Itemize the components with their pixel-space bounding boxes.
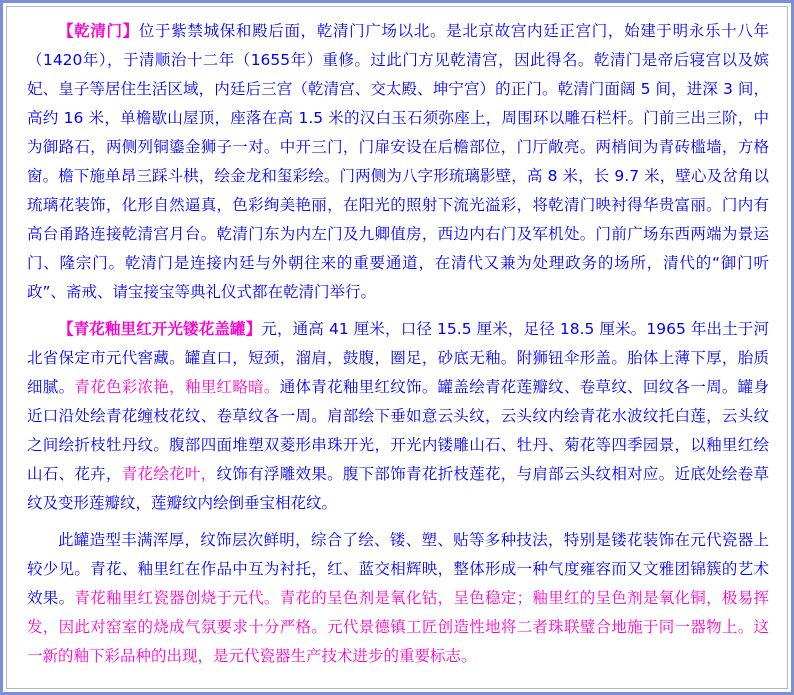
craft-body-highlight-1: 青花釉里红瓷器创烧于元代。青花的呈色剂是氧化钴，呈色稳定；釉里红的呈色剂是氧化铜，极易挥发，因此对窑室的烧成气氛要求十分严格。元代景德镇工匠创造性地将二者珠联璧合地施于同一器物上。这一新的釉下彩品种的出现，是元代瓷器生产技术进步的重要标志。 [27,589,769,665]
entry-body-part-1: 元，通高 41 厘米，口径 15.5 厘米，足径 18.5 厘米。1965 年出土于河北省保定市元代窖藏。罐直口，短颈，溜肩，鼓腹，圈足，砂底无釉。附狮钮伞形盖。胎体上薄下厚，胎质细腻。 [27,320,769,396]
paragraph-qianqingmen [27,17,769,307]
entry-body-part-3: 纹饰有浮雕效果。腹下部饰青花折枝莲花，与肩部云头纹相对应。近底处绘卷草纹及变形莲瓣纹，莲瓣纹内绘倒垂宝相花纹。 [27,465,769,512]
craft-body-part-1: 此罐造型丰满浑厚，纹饰层次鲜明，综合了绘、镂、塑、贴等多种技法，特别是镂花装饰在元代瓷器上较少见。青花、釉里红在作品中互为衬托，红、蓝交相辉映，整体形成一种气度雍容而又文雅团锦簇的艺术效果。 [27,531,769,607]
entry-title-qinghua-jar: 【青花釉里红开光镂花盖罐】 [58,320,262,338]
entry-body-qianqingmen: 位于紫禁城保和殿后面，乾清门广场以北。是北京故宫内廷正宫门，始建于明永乐十八年（1420年），于清顺治十二年（1655年）重修。过此门方见乾清宫，因此得名。乾清门是帝后寝宫以及嫔妃、皇子等居住生活区域，内廷后三宫（乾清宫、交太殿、坤宁宫）的正门。乾清门面阔 5 间，进深 3 间，高约 16 米，单檐歇山屋顶，座落在高 1.5 米的汉白玉石须弥座上，周围环以雕石栏杆。门前三出三阶，中为御路石，两侧列铜鎏金狮子一对。中开三门，门扉安设在后檐部位，门厅敞亮。两梢间为青砖槛墙，方格窗。檐下施单昂三踩斗栱，绘金龙和玺彩绘。门两侧为八字形琉璃影壁，高 8 米，长 9.7 米，壁心及岔角以琉璃花装饰，化形自然逼真，色彩绚美艳丽，在阳光的照射下流光溢彩，将乾清门映衬得华贵富丽。门内有高台甬路连接乾清宫月台。乾清门东为内左门及九卿值房，西边内右门及军机处。门前广场东西两端为景运门、隆宗门。乾清门是连接内廷与外朝往来的重要通道，在清代又兼为处理政务的场所，清代的“御门听政”、斋戒、请宝接宝等典礼仪式都在乾清门举行。 [27,22,769,301]
entry-body-highlight-1: 青花色彩浓艳，釉里红略暗。 [74,378,280,396]
entry-title-qianqingmen: 【乾清门】 [58,22,139,40]
entry-body-highlight-2: 青花绘花叶， [121,465,217,483]
document-content [3,3,791,671]
entry-body-part-2: 通体青花釉里红纹饰。罐盖绘青花莲瓣纹、卷草纹、回纹各一周。罐身近口沿处绘青花缠枝花纹、卷草纹各一周。肩部绘下垂如意云头纹，云头纹内绘青花水波纹托白莲，云头纹之间绘折枝牡丹纹。腹部四面堆塑双菱形串珠开光，开光内镂雕山石、牡丹、菊花等四季园景，以釉里红绘山石、花卉， [27,378,769,483]
paragraph-qinghua-jar [27,315,769,518]
paragraph-jar-craft [27,526,769,671]
